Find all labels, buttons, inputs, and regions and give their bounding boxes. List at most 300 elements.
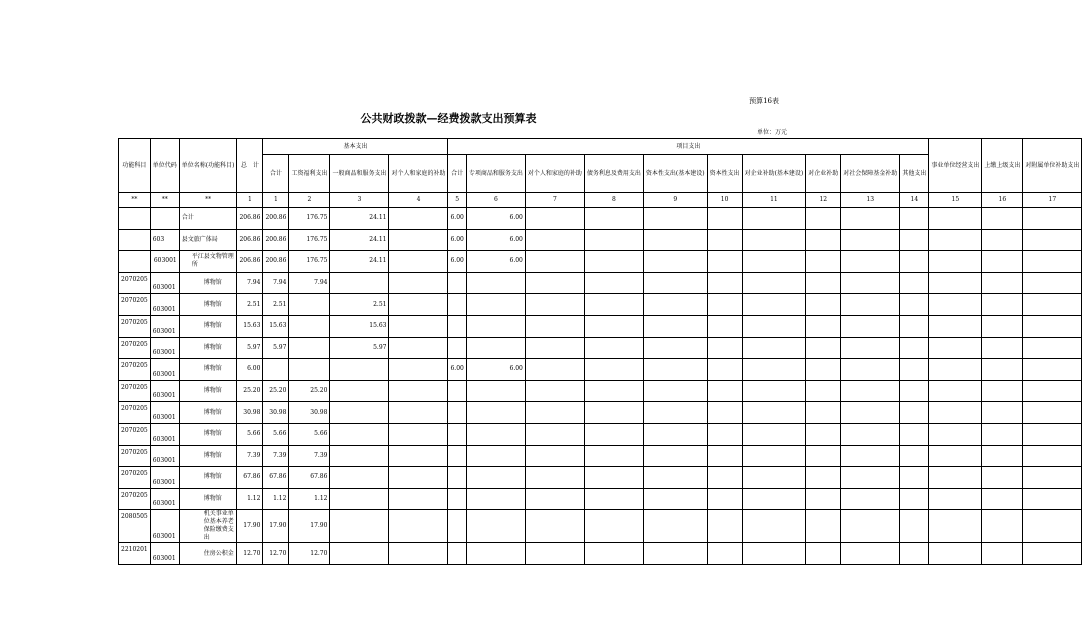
col-proj-other: 其他支出 xyxy=(900,155,929,193)
table-row xyxy=(119,272,1082,294)
empty-cell xyxy=(707,359,742,381)
index-cell: ** xyxy=(119,193,151,208)
col-proj-goods: 专项商品和服务支出 xyxy=(466,155,525,193)
empty-cell xyxy=(584,315,643,337)
empty-cell xyxy=(643,423,707,445)
total-cell: 12.70 xyxy=(237,543,263,565)
proj-goods-cell xyxy=(466,423,525,445)
group-project: 项目支出 xyxy=(448,139,929,155)
empty-cell xyxy=(982,208,1023,230)
table-row xyxy=(119,359,1082,381)
budget-table xyxy=(118,138,1082,565)
empty-cell xyxy=(643,380,707,402)
func-subject-cell: 2070205 xyxy=(119,272,151,294)
empty-cell xyxy=(900,380,929,402)
proj-total-cell xyxy=(448,510,466,543)
empty-cell xyxy=(1023,423,1082,445)
empty-cell xyxy=(707,337,742,359)
proj-goods-cell xyxy=(466,543,525,565)
empty-cell xyxy=(1023,315,1082,337)
empty-cell xyxy=(742,488,806,510)
basic-subsidy-cell xyxy=(389,402,448,424)
empty-cell xyxy=(643,208,707,230)
proj-total-cell xyxy=(448,337,466,359)
empty-cell xyxy=(643,467,707,489)
basic-subsidy-cell xyxy=(389,543,448,565)
empty-cell xyxy=(525,251,584,273)
empty-cell xyxy=(929,208,982,230)
empty-cell xyxy=(584,208,643,230)
empty-cell xyxy=(742,445,806,467)
proj-goods-cell xyxy=(466,294,525,316)
unit-code-cell: 603 xyxy=(150,229,179,251)
empty-cell xyxy=(929,359,982,381)
empty-cell xyxy=(900,294,929,316)
index-cell: 12 xyxy=(806,193,841,208)
index-cell: 14 xyxy=(900,193,929,208)
empty-cell xyxy=(841,229,900,251)
empty-cell xyxy=(806,337,841,359)
empty-cell xyxy=(982,543,1023,565)
empty-cell xyxy=(584,359,643,381)
col-func-subject: 功能科目 xyxy=(119,139,151,193)
empty-cell xyxy=(841,543,900,565)
index-cell: 5 xyxy=(448,193,466,208)
basic-total-cell: 200.86 xyxy=(263,229,289,251)
basic-salary-cell: 67.86 xyxy=(289,467,330,489)
col-proj-capital-build: 资本性支出(基本建设) xyxy=(643,155,707,193)
table-row xyxy=(119,380,1082,402)
empty-cell xyxy=(841,359,900,381)
empty-cell xyxy=(742,467,806,489)
empty-cell xyxy=(806,467,841,489)
basic-goods-cell: 2.51 xyxy=(330,294,389,316)
unit-name-cell: 博物馆 xyxy=(179,402,237,424)
group-basic: 基本支出 xyxy=(263,139,448,155)
total-cell: 1.12 xyxy=(237,488,263,510)
empty-cell xyxy=(841,337,900,359)
func-subject-cell: 2070205 xyxy=(119,315,151,337)
empty-cell xyxy=(643,315,707,337)
empty-cell xyxy=(806,402,841,424)
basic-total-cell: 7.39 xyxy=(263,445,289,467)
proj-goods-cell xyxy=(466,467,525,489)
empty-cell xyxy=(1023,208,1082,230)
unit-name-cell: 博物馆 xyxy=(179,294,237,316)
proj-total-cell: 6.00 xyxy=(448,229,466,251)
empty-cell xyxy=(707,294,742,316)
basic-total-cell: 67.86 xyxy=(263,467,289,489)
unit-code-cell xyxy=(150,208,179,230)
basic-subsidy-cell xyxy=(389,251,448,273)
empty-cell xyxy=(982,510,1023,543)
basic-subsidy-cell xyxy=(389,294,448,316)
func-subject-cell: 2070205 xyxy=(119,294,151,316)
empty-cell xyxy=(806,251,841,273)
index-cell: 10 xyxy=(707,193,742,208)
empty-cell xyxy=(525,380,584,402)
basic-salary-cell xyxy=(289,315,330,337)
empty-cell xyxy=(806,315,841,337)
empty-cell xyxy=(841,272,900,294)
basic-goods-cell: 24.11 xyxy=(330,229,389,251)
basic-salary-cell: 5.66 xyxy=(289,423,330,445)
empty-cell xyxy=(900,510,929,543)
col-affiliate: 对附属单位补助支出 xyxy=(1023,139,1082,193)
total-cell: 206.86 xyxy=(237,229,263,251)
empty-cell xyxy=(525,488,584,510)
unit-code-cell: 603001 xyxy=(150,488,179,510)
empty-cell xyxy=(929,423,982,445)
func-subject-cell xyxy=(119,229,151,251)
unit-code-cell: 603001 xyxy=(150,315,179,337)
empty-cell xyxy=(900,337,929,359)
empty-cell xyxy=(643,543,707,565)
empty-cell xyxy=(643,359,707,381)
proj-goods-cell: 6.00 xyxy=(466,229,525,251)
func-subject-cell: 2070205 xyxy=(119,423,151,445)
unit-name-cell: 平江县文物管理所 xyxy=(179,251,237,273)
empty-cell xyxy=(1023,359,1082,381)
empty-cell xyxy=(982,294,1023,316)
empty-cell xyxy=(584,229,643,251)
unit-code-cell: 603001 xyxy=(150,402,179,424)
table-row xyxy=(119,445,1082,467)
empty-cell xyxy=(982,423,1023,445)
empty-cell xyxy=(584,251,643,273)
proj-goods-cell xyxy=(466,488,525,510)
col-basic-goods: 一般商品和服务支出 xyxy=(330,155,389,193)
empty-cell xyxy=(982,272,1023,294)
empty-cell xyxy=(841,488,900,510)
empty-cell xyxy=(900,445,929,467)
empty-cell xyxy=(900,402,929,424)
proj-goods-cell xyxy=(466,272,525,294)
index-cell: 3 xyxy=(330,193,389,208)
unit-code-cell: 603001 xyxy=(150,294,179,316)
basic-total-cell: 200.86 xyxy=(263,251,289,273)
index-cell: 13 xyxy=(841,193,900,208)
empty-cell xyxy=(806,380,841,402)
index-row xyxy=(119,193,1082,208)
empty-cell xyxy=(643,402,707,424)
unit-name-cell: 博物馆 xyxy=(179,359,237,381)
empty-cell xyxy=(900,251,929,273)
empty-cell xyxy=(1023,294,1082,316)
empty-cell xyxy=(806,543,841,565)
basic-salary-cell: 176.75 xyxy=(289,229,330,251)
empty-cell xyxy=(841,445,900,467)
empty-cell xyxy=(584,294,643,316)
empty-cell xyxy=(900,229,929,251)
col-biz-unit: 事业单位经营支出 xyxy=(929,139,982,193)
empty-cell xyxy=(643,272,707,294)
empty-cell xyxy=(929,510,982,543)
basic-total-cell: 5.66 xyxy=(263,423,289,445)
empty-cell xyxy=(929,467,982,489)
func-subject-cell: 2070205 xyxy=(119,488,151,510)
empty-cell xyxy=(643,294,707,316)
basic-subsidy-cell xyxy=(389,423,448,445)
table-row xyxy=(119,488,1082,510)
empty-cell xyxy=(1023,337,1082,359)
proj-total-cell xyxy=(448,423,466,445)
empty-cell xyxy=(982,380,1023,402)
empty-cell xyxy=(643,510,707,543)
empty-cell xyxy=(900,272,929,294)
col-proj-debt: 债务利息及费用支出 xyxy=(584,155,643,193)
proj-total-cell xyxy=(448,315,466,337)
empty-cell xyxy=(525,337,584,359)
basic-subsidy-cell xyxy=(389,315,448,337)
empty-cell xyxy=(525,294,584,316)
empty-cell xyxy=(643,337,707,359)
empty-cell xyxy=(525,315,584,337)
table-row xyxy=(119,294,1082,316)
basic-subsidy-cell xyxy=(389,445,448,467)
func-subject-cell: 2070205 xyxy=(119,402,151,424)
index-cell: 8 xyxy=(584,193,643,208)
col-unit-name: 单位名称(功能科目) xyxy=(179,139,237,193)
total-cell: 5.97 xyxy=(237,337,263,359)
empty-cell xyxy=(525,229,584,251)
empty-cell xyxy=(1023,543,1082,565)
empty-cell xyxy=(742,315,806,337)
proj-total-cell: 6.00 xyxy=(448,208,466,230)
basic-total-cell: 17.90 xyxy=(263,510,289,543)
table-row xyxy=(119,543,1082,565)
empty-cell xyxy=(707,315,742,337)
basic-total-cell: 30.98 xyxy=(263,402,289,424)
unit-code-cell: 603001 xyxy=(150,445,179,467)
empty-cell xyxy=(1023,402,1082,424)
basic-salary-cell: 12.70 xyxy=(289,543,330,565)
table-number: 预算16表 xyxy=(749,97,779,105)
proj-goods-cell xyxy=(466,337,525,359)
table-row xyxy=(119,337,1082,359)
empty-cell xyxy=(841,208,900,230)
empty-cell xyxy=(584,467,643,489)
empty-cell xyxy=(584,423,643,445)
basic-total-cell xyxy=(263,359,289,381)
total-cell: 67.86 xyxy=(237,467,263,489)
basic-goods-cell: 24.11 xyxy=(330,251,389,273)
empty-cell xyxy=(929,251,982,273)
empty-cell xyxy=(525,467,584,489)
table-row xyxy=(119,251,1082,273)
index-cell: 1 xyxy=(237,193,263,208)
unit-name-cell: 博物馆 xyxy=(179,380,237,402)
func-subject-cell: 2070205 xyxy=(119,337,151,359)
empty-cell xyxy=(900,208,929,230)
proj-goods-cell xyxy=(466,380,525,402)
proj-total-cell xyxy=(448,402,466,424)
basic-salary-cell: 7.94 xyxy=(289,272,330,294)
unit-name-cell: 博物馆 xyxy=(179,423,237,445)
empty-cell xyxy=(742,337,806,359)
empty-cell xyxy=(584,272,643,294)
proj-goods-cell: 6.00 xyxy=(466,208,525,230)
unit-code-cell: 603001 xyxy=(150,543,179,565)
empty-cell xyxy=(742,423,806,445)
basic-subsidy-cell xyxy=(389,272,448,294)
empty-cell xyxy=(1023,251,1082,273)
proj-goods-cell xyxy=(466,510,525,543)
col-proj-social: 对社会保障基金补助 xyxy=(841,155,900,193)
basic-total-cell: 2.51 xyxy=(263,294,289,316)
empty-cell xyxy=(900,488,929,510)
unit-code-cell: 603001 xyxy=(150,510,179,543)
proj-goods-cell xyxy=(466,445,525,467)
basic-goods-cell xyxy=(330,467,389,489)
col-basic-subsidy: 对个人和家庭的补助 xyxy=(389,155,448,193)
empty-cell xyxy=(584,488,643,510)
empty-cell xyxy=(841,251,900,273)
empty-cell xyxy=(525,423,584,445)
total-cell: 17.90 xyxy=(237,510,263,543)
proj-total-cell xyxy=(448,272,466,294)
proj-total-cell xyxy=(448,467,466,489)
empty-cell xyxy=(806,423,841,445)
empty-cell xyxy=(1023,445,1082,467)
unit-name-cell: 博物馆 xyxy=(179,315,237,337)
unit-name-cell: 住房公积金 xyxy=(179,543,237,565)
empty-cell xyxy=(643,229,707,251)
total-cell: 30.98 xyxy=(237,402,263,424)
basic-total-cell: 5.97 xyxy=(263,337,289,359)
proj-total-cell xyxy=(448,294,466,316)
col-proj-enterprise-build: 对企业补助(基本建设) xyxy=(742,155,806,193)
unit-name-cell: 博物馆 xyxy=(179,337,237,359)
unit-label: 单位：万元 xyxy=(756,129,787,136)
unit-code-cell: 603001 xyxy=(150,467,179,489)
empty-cell xyxy=(525,272,584,294)
empty-cell xyxy=(707,229,742,251)
basic-salary-cell: 1.12 xyxy=(289,488,330,510)
empty-cell xyxy=(982,467,1023,489)
empty-cell xyxy=(929,488,982,510)
empty-cell xyxy=(806,229,841,251)
basic-total-cell: 200.86 xyxy=(263,208,289,230)
basic-goods-cell xyxy=(330,543,389,565)
col-unit-code: 单位代码 xyxy=(150,139,179,193)
func-subject-cell: 2210201 xyxy=(119,543,151,565)
empty-cell xyxy=(841,315,900,337)
basic-goods-cell xyxy=(330,380,389,402)
empty-cell xyxy=(525,543,584,565)
table-row xyxy=(119,402,1082,424)
col-proj-capital: 资本性支出 xyxy=(707,155,742,193)
table-row xyxy=(119,315,1082,337)
unit-name-cell: 机关事业单位基本养老保险缴费支出 xyxy=(179,510,237,543)
empty-cell xyxy=(900,467,929,489)
basic-goods-cell xyxy=(330,510,389,543)
empty-cell xyxy=(1023,467,1082,489)
empty-cell xyxy=(841,380,900,402)
index-cell: 2 xyxy=(289,193,330,208)
index-cell: 11 xyxy=(742,193,806,208)
index-cell: 6 xyxy=(466,193,525,208)
unit-name-cell: 博物馆 xyxy=(179,445,237,467)
func-subject-cell: 2070205 xyxy=(119,467,151,489)
basic-salary-cell xyxy=(289,337,330,359)
func-subject-cell xyxy=(119,208,151,230)
empty-cell xyxy=(707,445,742,467)
empty-cell xyxy=(806,488,841,510)
func-subject-cell: 2070205 xyxy=(119,359,151,381)
proj-goods-cell: 6.00 xyxy=(466,251,525,273)
empty-cell xyxy=(841,294,900,316)
col-proj-personal: 对个人和家庭的补助 xyxy=(525,155,584,193)
func-subject-cell: 2080505 xyxy=(119,510,151,543)
empty-cell xyxy=(841,423,900,445)
empty-cell xyxy=(707,510,742,543)
basic-subsidy-cell xyxy=(389,467,448,489)
total-cell: 206.86 xyxy=(237,251,263,273)
unit-name-cell: 博物馆 xyxy=(179,467,237,489)
index-cell: 4 xyxy=(389,193,448,208)
table-row xyxy=(119,229,1082,251)
empty-cell xyxy=(742,510,806,543)
basic-salary-cell: 17.90 xyxy=(289,510,330,543)
empty-cell xyxy=(643,488,707,510)
proj-total-cell xyxy=(448,380,466,402)
proj-total-cell xyxy=(448,488,466,510)
empty-cell xyxy=(982,251,1023,273)
proj-total-cell: 6.00 xyxy=(448,359,466,381)
empty-cell xyxy=(929,294,982,316)
empty-cell xyxy=(900,543,929,565)
basic-total-cell: 15.63 xyxy=(263,315,289,337)
unit-code-cell: 603001 xyxy=(150,423,179,445)
empty-cell xyxy=(806,510,841,543)
basic-total-cell: 25.20 xyxy=(263,380,289,402)
func-subject-cell xyxy=(119,251,151,273)
empty-cell xyxy=(841,467,900,489)
empty-cell xyxy=(525,510,584,543)
index-cell: ** xyxy=(150,193,179,208)
basic-subsidy-cell xyxy=(389,208,448,230)
empty-cell xyxy=(1023,380,1082,402)
basic-total-cell: 12.70 xyxy=(263,543,289,565)
empty-cell xyxy=(584,380,643,402)
unit-name-cell: 博物馆 xyxy=(179,488,237,510)
total-cell: 6.00 xyxy=(237,359,263,381)
empty-cell xyxy=(806,359,841,381)
basic-goods-cell: 24.11 xyxy=(330,208,389,230)
empty-cell xyxy=(982,315,1023,337)
empty-cell xyxy=(584,510,643,543)
basic-subsidy-cell xyxy=(389,337,448,359)
proj-goods-cell xyxy=(466,402,525,424)
empty-cell xyxy=(584,337,643,359)
col-basic-total: 合计 xyxy=(263,155,289,193)
empty-cell xyxy=(806,272,841,294)
index-cell: 17 xyxy=(1023,193,1082,208)
unit-name-cell: 合计 xyxy=(179,208,237,230)
empty-cell xyxy=(742,294,806,316)
basic-subsidy-cell xyxy=(389,359,448,381)
empty-cell xyxy=(707,380,742,402)
total-cell: 25.20 xyxy=(237,380,263,402)
empty-cell xyxy=(929,229,982,251)
basic-total-cell: 7.94 xyxy=(263,272,289,294)
empty-cell xyxy=(525,359,584,381)
empty-cell xyxy=(900,315,929,337)
total-cell: 15.63 xyxy=(237,315,263,337)
col-upper-pay: 上缴上级支出 xyxy=(982,139,1023,193)
func-subject-cell: 2070205 xyxy=(119,380,151,402)
